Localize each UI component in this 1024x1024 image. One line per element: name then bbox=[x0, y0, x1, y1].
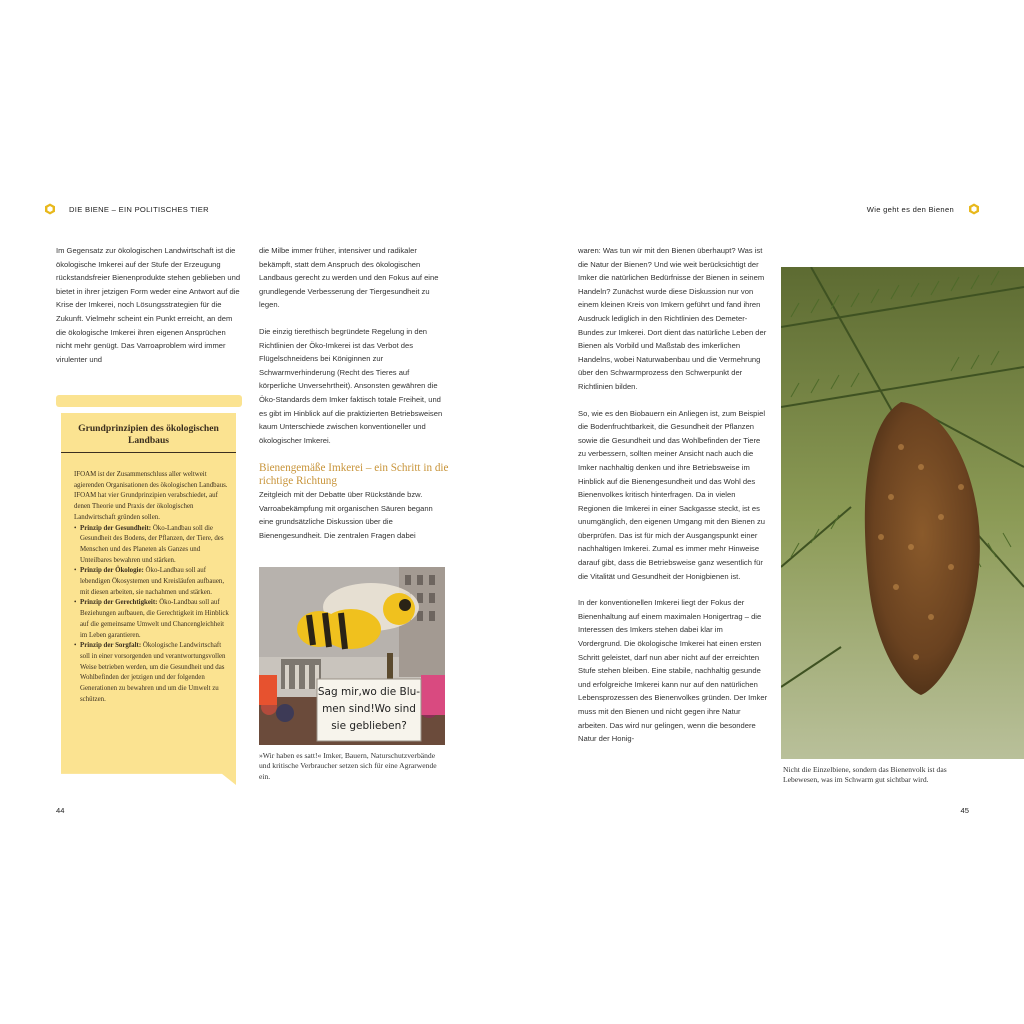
list-item: • Prinzip der Gesundheit: Öko-Landbau soll die Gesundheit des Bodens, der Pflanzen, der Tiere, des Menschen und des Planeten als Ganzes und Unteilbares bewahren und stärken. bbox=[74, 524, 230, 567]
paragraph: waren: Was tun wir mit den Bienen überhaupt? Was ist die Natur der Bienen? Und wie weit berücksichtigt der Imker die natürlichen Bedürfnisse der Bienen in seinem Handeln? Zunächst wurde diese Diskussion nur von einem kleinen Kreis von Imkern geführt und fand ihren Ausdruck lediglich in den Richtlinien des Demeter-Bundes zur Imkerei. Dort dient das natürliche Leben der Bienen als Vorbild und Maßstab des imkerlichen Handelns, wobei Naturwabenbau und die Vermehrung über den Schwarmprozess den Schwerpunkt der Richtlinien bilden. bbox=[578, 246, 767, 391]
left-column-2-continued bbox=[259, 488, 447, 542]
info-box-title: Grundprinzipien des ökologischen Landbaus bbox=[78, 423, 219, 446]
bee-swarm-photo-caption: Nicht die Einzelbiene, sondern das Bienenvolk ist das Lebewesen, was im Schwarm gut sichtbar wird. bbox=[783, 765, 947, 785]
page-number-left: 44 bbox=[56, 806, 65, 815]
left-column-2 bbox=[259, 244, 447, 447]
svg-text:men sind!Wo sind: men sind!Wo sind bbox=[322, 703, 416, 715]
demonstration-photo-caption: »Wir haben es satt!« Imker, Bauern, Naturschutzverbände und kritische Verbraucher setzen sich für eine Agrarwende ein. bbox=[259, 751, 437, 781]
paragraph: In der konventionellen Imkerei liegt der Fokus der Bienenhaltung auf einem maximalen Honigertrag – die Interessen des Imkers stehen dabei klar im Vordergrund. Die ökologische Imkerei hat einen ersten Schritt geleistet, darf nun aber nicht auf der erreichten Stufe stehen bleiben. Eine stabile, nachhaltig gesunde und erfolgreiche Imkerei kann nur auf den natürlichen Lebensprozessen des Bienenvolkes gründen. Der Imker muss mit den Bienen und nicht gegen ihre Natur arbeiten. Das wird nur gelingen, wenn die besondere Natur der Honig- bbox=[578, 598, 768, 744]
running-head-left: DIE BIENE – EIN POLITISCHES TIER bbox=[69, 205, 209, 214]
paragraph: Im Gegensatz zur ökologischen Landwirtschaft ist die ökologische Imkerei auf der Stufe der Erzeugung rückstandsfreier Bienenprodukte stehen geblieben und bietet in ihrer jetzigen Form weder eine Antwort auf die Krise der Imkerei, noch Lösungsstrategien für die Zukunft. Vielmehr scheint ein Punkt erreicht, an dem die ökologische Imkerei ihren eigenen Ansprüchen nicht mehr genügt. Das Varroaproblem wird immer virulenter und bbox=[56, 246, 241, 364]
list-item: • Prinzip der Sorgfalt: Ökologische Landwirtschaft soll in einer vorsorgenden und verantwortungsvollen Weise betrieben werden, um die Gesundheit und das Wohlbefinden der jetzigen und der folgenden Generationen zu bewahren und um die Umwelt zu schützen. bbox=[74, 641, 230, 705]
running-head-right: Wie geht es den Bienen bbox=[866, 205, 954, 214]
left-column-1 bbox=[56, 244, 242, 366]
page-number-right: 45 bbox=[960, 806, 969, 815]
info-box-tab bbox=[56, 395, 242, 407]
svg-text:Sag mir,wo die Blu-: Sag mir,wo die Blu- bbox=[317, 686, 421, 698]
paragraph: So, wie es den Biobauern ein Anliegen ist, zum Beispiel die Bodenfruchtbarkeit, die Gesundheit der Pflanzen sowie die Gesundheit und das Wohlbefinden der Tiere zu verbessern, sollten meiner Ansicht nach auch die Imker nachhaltig denken und ihre Betriebsweise im Hinblick auf die Bienengesundheit und das Wohl des Bienenvolkes kritisch hinterfragen. Da in vielen Regionen die Imkerei in einer Sackgasse steckt, ist es unumgänglich, den eigenen Umgang mit den Bienen zu überprüfen. Das ist für mich der Ausgangspunkt einer nachhaltigen Imkerei. Zumal es immer mehr Hinweise darauf gibt, dass die Betriebsweise ganz wesentlich für die Vitalität und Gesundheit der Honigbienen ist. bbox=[578, 408, 766, 581]
section-subhead: Bienengemäße Imkerei – ein Schritt in die richtige Richtung bbox=[259, 462, 449, 487]
paragraph: die Milbe immer früher, intensiver und radikaler bekämpft, statt dem Anspruch des ökologischen Landbaus gerecht zu werden und den Fokus auf eine grundlegende Verbesserung der Tiergesundheit zu legen. bbox=[259, 246, 439, 310]
bee-swarm-photo bbox=[781, 267, 1024, 759]
hexagon-icon bbox=[44, 203, 56, 215]
right-column bbox=[578, 244, 768, 746]
info-box-intro: IFOAM ist der Zusammenschluss aller weltweit agierenden Organisationen des ökologischen Landbaus. IFOAM hat vier Grundprinzipien verabschiedet, auf denen Theorie und Praxis der ökologischen Landwirtschaft gründen sollen. bbox=[74, 471, 228, 521]
list-item: • Prinzip der Gerechtigkeit: Öko-Landbau soll auf Beziehungen aufbauen, die Gerechtigkeit im Hinblick auf die gemeinsame Umwelt und Chancengleichheit im Leben garantieren. bbox=[74, 598, 230, 641]
paragraph: Zeitgleich mit der Debatte über Rückstände bzw. Varroabekämpfung mit organischen Säuren begann eine grundsätzliche Diskussion über die Bienengesundheit. Die zentralen Fragen dabei bbox=[259, 490, 433, 540]
principles-list bbox=[74, 524, 230, 706]
demonstration-photo bbox=[259, 567, 445, 745]
info-box-body bbox=[74, 470, 230, 705]
hexagon-icon bbox=[968, 203, 980, 215]
info-box-divider bbox=[61, 452, 236, 453]
paragraph: Die einzig tierethisch begründete Regelung in den Richtlinien der Öko-Imkerei ist das Verbot des Flügelschneidens bei Königinnen zur Schwarmverhinderung (Recht des Tieres auf körperliche Unversehrtheit). Ansonsten gewähren die Öko-Standards dem Imker faktisch totale Freiheit, und es gibt im Hinblick auf die praktizierten Betriebsweisen kaum Unterschiede zwischen konventioneller und ökologischer Imkerei. bbox=[259, 326, 443, 445]
svg-text:sie geblieben?: sie geblieben? bbox=[331, 720, 407, 732]
list-item: • Prinzip der Ökologie: Öko-Landbau soll auf lebendigen Ökosystemen und Kreisläufen aufbauen, mit diesen arbeiten, sie nachahmen und stärken. bbox=[74, 566, 230, 598]
